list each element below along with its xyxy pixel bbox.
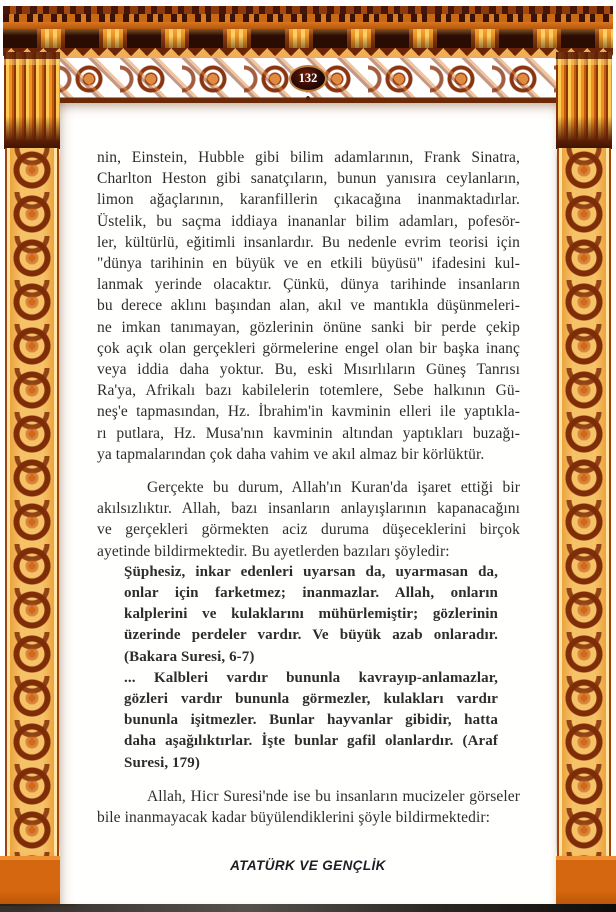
text-line: nin, Einstein, Hubble gibi bilim adamlarının, Frank Sinatra, [97,149,520,166]
quote-paragraph [124,668,498,774]
text-line: rı putlara, Hz. Musa'nın kavminin altından yaptıkları buzağı- [97,424,520,442]
body-paragraph [97,147,520,465]
frame-top-cornice [3,6,613,56]
page-number-badge [289,65,327,92]
cornice-dentil-band [3,14,613,22]
text-line: veya iddia daha yoktur. Bu, eski Mısırlıların Güneş Tanrısı [97,361,520,379]
cornice-metope-band [3,29,613,48]
text-line: Allah, Hicr Suresi'nde ise bu insanların mucizeler görseler [147,787,520,805]
text-line: akılsızlıktır. Allah, bazı insanların anlayışlarının kapanacağını [97,500,520,518]
text-line: Şüphesiz, inkar edenleri uyarsan da, uyarmasan da, [124,563,498,580]
body-paragraph [97,477,520,562]
page-surface [60,103,556,904]
frame-scroll-frieze [58,56,558,103]
text-line: kalplerini ve kulaklarını mühürlemiştir; gözlerinin [124,606,498,623]
text-line: Ra'ya, Afrikalı bazı kabilelerin totemlere, Sebe halkının Gü- [97,382,520,400]
text-line: Gerçekte bu durum, Allah'ın Kuran'da işaret ettiği bir [147,479,520,497]
page-number: 132 [298,71,318,85]
text-line: lanmak yerinde olacaktır. Çünkü, dünya tarihinde insanların [97,276,520,294]
text-line: ayetinde bildirmektedir. Bu ayetlerden bazıları şöyledir: [97,542,450,560]
text-line: gözleri vardır bununla görmezler, kulakları vardır [124,691,498,708]
bottom-edge-strip [0,904,616,912]
left-column-capital [4,52,60,149]
text-line: ne imkan tanımayan, gözlerinin önüne sanki bir perde çekip [97,318,520,336]
text-line: limon ağaçlarının, karanfillerin çıkacağına inanmaktadırlar. [97,191,520,209]
text-line: ya tapmalarından çok daha vahim ve akıl almaz bir körlüktür. [97,445,485,463]
text-line: "dünya tarihinin en büyük ve en etkili büyüsü" ifadesini kul- [97,255,520,273]
quote-paragraph [124,562,498,668]
cornice-plain-band [3,22,613,29]
body-paragraph [97,786,520,828]
text-line: bile inanmayacak kadar büyülendiklerini şöyle bildirmektedir: [97,809,491,827]
text-line: bu derece aklını başından alan, akıl ve mantıkla düşünmeleri- [97,297,520,315]
text-line: ler, kültürlü, eğitimli insanlardır. Bu nedenle evrim teorisi için [97,233,520,251]
text-line: neş'e tapmasından, Hz. İbrahim'in kavminin elleri ile yaptıkla- [97,403,520,421]
text-line: ve gerçekleri görmekten aciz duruma düşeceklerini birçok [97,521,520,539]
text-line: üzerinde perdeler vardır. Ve büyük azab onlaradır. [124,627,498,644]
text-line: Charlton Heston gibi sanatçıların, bunun yanısıra ceylanların, [97,170,520,188]
text-line: (Bakara Suresi, 6-7) [124,648,255,665]
text-line: Üstelik, bu saçma iddiaya inananlar bilim adamları, pofesör- [97,212,520,230]
text-line: ... Kalbleri vardır bununla kavrayıp-anlamazlar, [124,669,498,686]
text-line: çok açık olan gerçekleri görmelerine engel olan bir başka inanç [97,339,520,357]
text-line: bununla işitmezler. Bunlar hayvanlar gibidir, hatta [124,712,498,729]
right-column-shaft [557,148,611,856]
cornice-leaf-band [3,48,613,56]
cornice-bead-band [3,6,613,14]
text-line: Suresi, 179) [124,754,200,771]
text-line: onlar için farketmez; inanmazlar. Allah, onların [124,585,498,602]
right-column-capital [556,52,612,149]
page-text [60,103,556,828]
left-column-shaft [5,148,59,856]
running-footer: ATATÜRK VE GENÇLİK [230,858,386,873]
text-line: daha aşağılıktırlar. İşte bunlar gafil olanlardır. (Araf [124,733,498,750]
